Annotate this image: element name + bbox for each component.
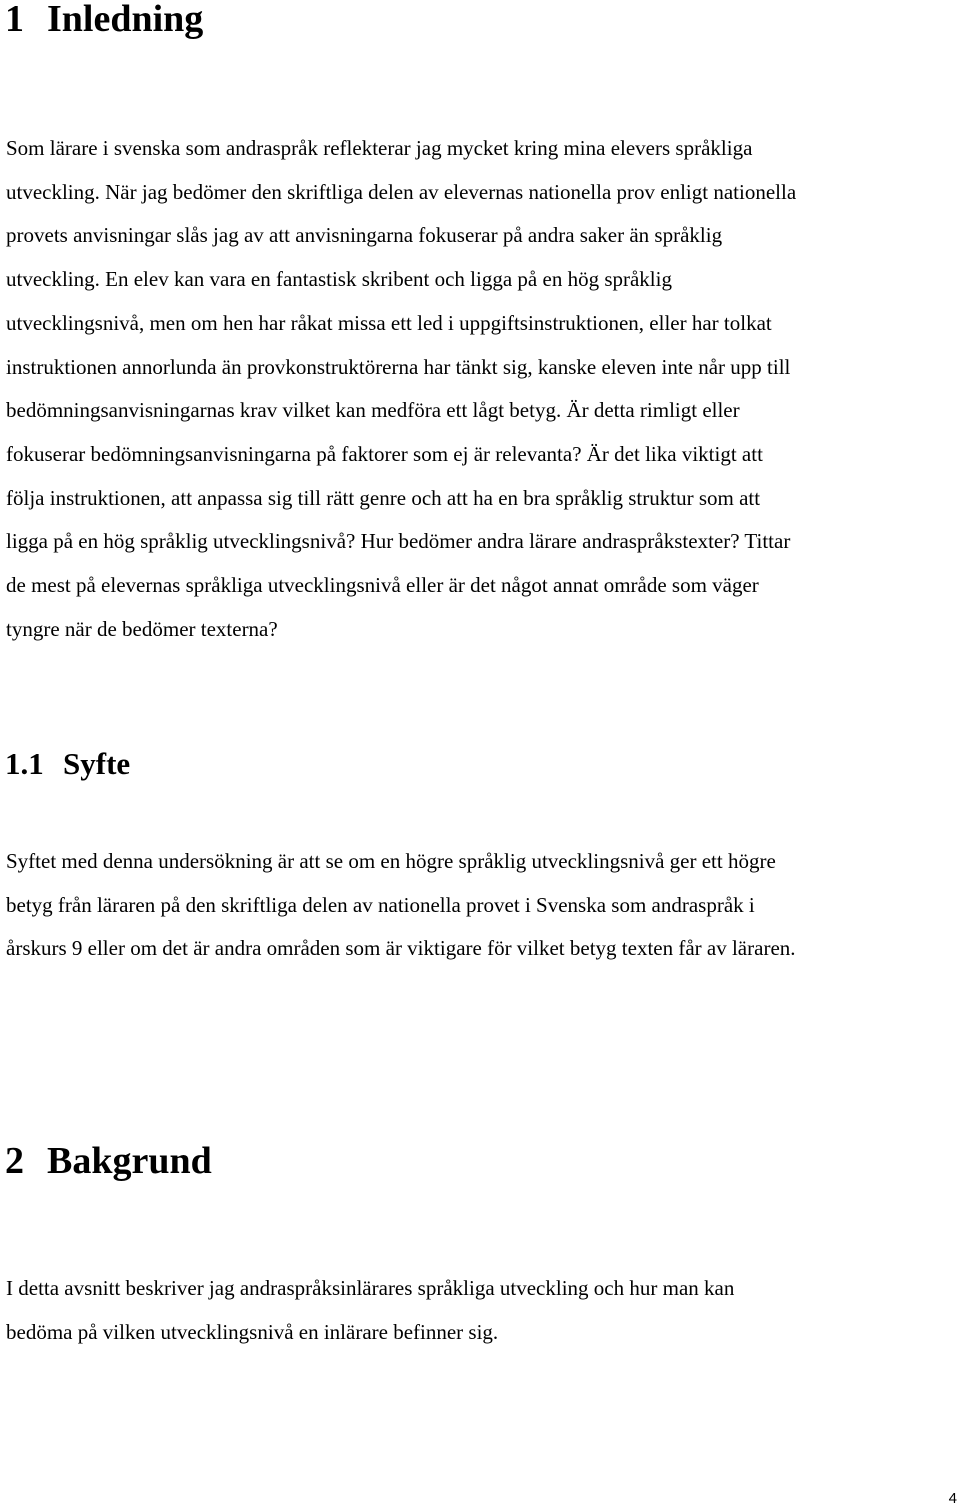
- section-number: 1.1: [5, 746, 44, 781]
- section-heading-bakgrund: [5, 1142, 212, 1180]
- text-line: tyngre när de bedömer texterna?: [6, 616, 278, 641]
- text-line: utvecklingsnivå, men om hen har råkat missa ett led i uppgiftsinstruktionen, eller har tolkat: [6, 310, 772, 335]
- text-line: Syftet med denna undersökning är att se om en högre språklig utvecklingsnivå ger ett högre: [6, 849, 776, 873]
- text-line: ligga på en hög språklig utvecklingsnivå? Hur bedömer andra lärare andraspråkstexter? Tittar: [6, 529, 791, 554]
- section-title: Syfte: [63, 746, 131, 781]
- text-line: de mest på elevernas språkliga utvecklingsnivå eller är det något annat område som väger: [6, 573, 759, 598]
- paragraph-bakgrund: [6, 1267, 958, 1354]
- text-line: utveckling. En elev kan vara en fantastisk skribent och ligga på en hög språklig: [6, 267, 672, 292]
- text-line: instruktionen annorlunda än provkonstruktörerna har tänkt sig, kanske eleven inte når upp till: [6, 354, 791, 379]
- page-number: 4: [948, 1490, 957, 1507]
- paragraph-syfte: [6, 840, 958, 971]
- text-line: fokuserar bedömningsanvisningarna på faktorer som ej är relevanta? Är det lika viktigt att: [6, 441, 763, 466]
- text-line: betyg från läraren på den skriftliga delen av nationella provet i Svenska som andraspråk i: [6, 892, 755, 917]
- text-line: följa instruktionen, att anpassa sig till rätt genre och att ha en bra språklig struktur som att: [6, 485, 761, 510]
- text-line: provets anvisningar slås jag av att anvisningarna fokuserar på andra saker än språklig: [6, 223, 723, 248]
- text-line: Som lärare i svenska som andraspråk reflekterar jag mycket kring mina elevers språkliga: [6, 136, 753, 160]
- paragraph-inledning: [6, 127, 958, 651]
- text-line: årskurs 9 eller om det är andra områden som är viktigare för vilket betyg texten får av läraren.: [6, 936, 796, 961]
- section-heading-inledning: [5, 0, 203, 38]
- section-title: Inledning: [47, 0, 204, 40]
- text-line: bedöma på vilken utvecklingsnivå en inlärare befinner sig.: [6, 1319, 499, 1344]
- text-line: I detta avsnitt beskriver jag andraspråksinlärares språkliga utveckling och hur man kan: [6, 1276, 735, 1300]
- section-number: 1: [5, 0, 24, 40]
- section-title: Bakgrund: [47, 1140, 212, 1182]
- text-line: bedömningsanvisningarnas krav vilket kan medföra ett lågt betyg. Är detta rimligt eller: [6, 398, 740, 423]
- section-heading-syfte: [5, 748, 130, 779]
- text-line: utveckling. När jag bedömer den skriftliga delen av elevernas nationella prov enligt nationella: [6, 179, 797, 204]
- section-number: 2: [5, 1140, 24, 1182]
